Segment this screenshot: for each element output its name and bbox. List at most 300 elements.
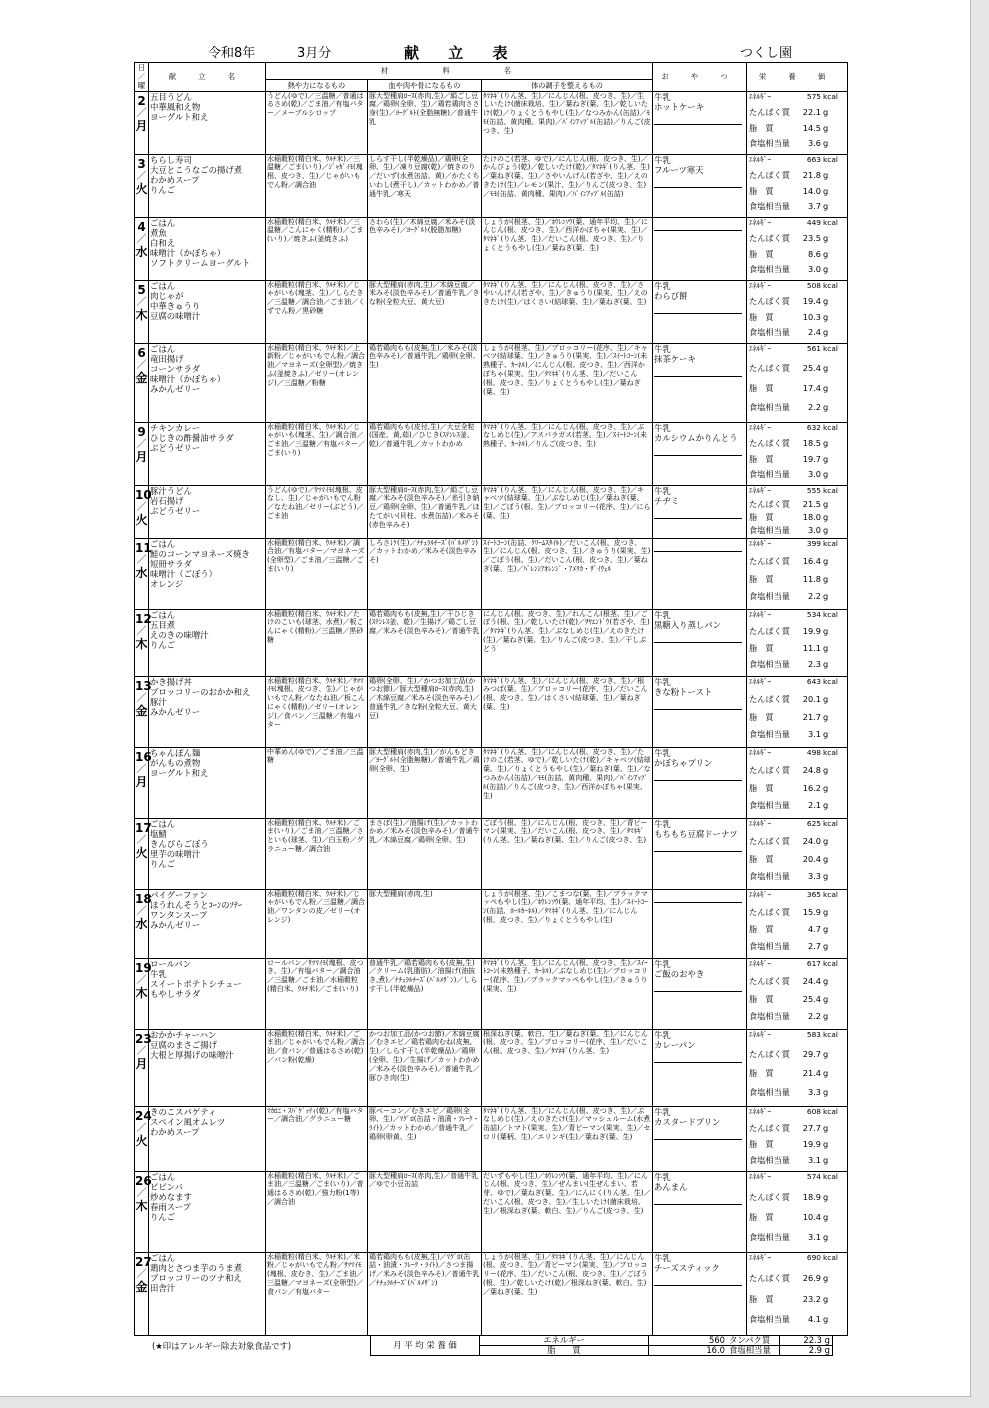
- fat-value: 23.2: [802, 1293, 822, 1304]
- menu-item: りんご: [150, 639, 176, 650]
- fat-value: 19.9: [802, 1138, 822, 1149]
- avg-protein-value: 22.3 g: [780, 1336, 833, 1346]
- menu-items: [149, 958, 266, 1029]
- date-slash: ／: [136, 438, 147, 450]
- energy-unit: kcal: [823, 1171, 838, 1181]
- snack-write-line: [654, 443, 742, 456]
- day-number: 5: [137, 282, 146, 297]
- salt-value: 3.3: [807, 871, 822, 882]
- menu-item: ごはん: [150, 1252, 176, 1263]
- fat-label: 脂 質: [749, 311, 774, 322]
- menu-item: スイートポテトシチュー: [150, 978, 242, 989]
- blood-ingredients: 鶏若鶏肉もも(皮無,生)／干ひじき(ｽﾃﾝﾚｽ釜、乾)／生揚げ／鶏ごし豆腐／米みそ(淡色辛みそ)／普通牛乳: [368, 609, 482, 676]
- menu-item: 田舎汁: [150, 1282, 176, 1293]
- protein-label: たんぱく質: [749, 626, 790, 637]
- menu-items: [149, 538, 266, 609]
- salt-unit: g: [823, 327, 829, 338]
- protein-unit: g: [823, 556, 829, 567]
- day-weekday: 水: [135, 244, 148, 259]
- heat-ingredients: ﾏｶﾛﾆ・ｽﾊﾟｹﾞｯﾃｨ(乾)／有塩バター／調合油／グラニュー糖: [266, 1106, 368, 1171]
- salt-label: 食塩相当量: [749, 871, 790, 882]
- blood-ingredients: 豚大型種肩(赤肉,生): [368, 889, 482, 958]
- menu-item: 豆腐の味噌汁: [150, 310, 201, 321]
- salt-value: 2.3: [807, 659, 822, 670]
- snack-drink: 牛乳: [654, 609, 671, 620]
- day-row: [135, 422, 848, 485]
- day-date: [135, 1252, 152, 1335]
- snack-item: もちもち豆腐ドーナツ: [654, 828, 738, 839]
- salt-label: 食塩相当量: [749, 201, 790, 212]
- menu-item: スペイン風オムレツ: [150, 1116, 226, 1127]
- protein-value: 21.5: [802, 498, 822, 509]
- protein-unit: g: [823, 765, 829, 776]
- avg-energy-label: エネルギー: [480, 1336, 649, 1346]
- snack-item: かぼちゃプリン: [654, 757, 713, 768]
- menu-items: [149, 676, 266, 747]
- menu-item: わかめスープ: [150, 1126, 200, 1137]
- snack-write-line: [654, 218, 742, 231]
- blood-ingredients: 豚大型種肩(赤肉,生)／木綿豆腐／米みそ(淡色辛みそ)／普通牛乳／きな粉(全粒大豆、黄大豆): [368, 280, 482, 343]
- menu-item: ごはん: [150, 343, 176, 354]
- protein-label: たんぱく質: [749, 976, 790, 987]
- day-number: 9: [137, 424, 146, 439]
- body-ingredients: ﾀﾏﾈｷﾞ(りん茎、生)／にんじん(根、皮つき、生)／生しいたけ(菌床栽培、生)／葉ねぎ(葉、生)／乾しいたけ(乾)／りょくとうもやし(生)／なつみかん(缶詰)／ﾓﾓ(缶詰、黄肉種、果肉)／ﾊﾟｲﾝｱｯﾌﾟﾙ(缶詰)／りんご(皮つき、生): [482, 91, 653, 154]
- menu-item: オレンジ: [150, 578, 184, 589]
- protein-label: たんぱく質: [749, 1122, 790, 1133]
- protein-unit: g: [823, 233, 829, 244]
- body-ingredients: たけのこ(若茎、ゆで)／にんじん(根、皮つき、生)／かんぴょう(乾)／乾しいたけ(乾)／ﾀﾏﾈｷﾞ(りん茎、生)／葉ねぎ(葉、生)／さやいんげん(若ざや、生)／えのきたけ(生)／レモン(果汁、生)／りんご(皮つき、生)／ﾓﾓ(缶詰、黄肉種、果肉)／ﾊﾟｲﾝｱｯﾌﾟﾙ(缶詰): [482, 154, 653, 217]
- body-ingredients: ﾀﾏﾈｷﾞ(りん茎、生)／にんじん(根、皮つき、生)／キャベツ(結球葉、生)／ぶなしめじ(生)／葉ねぎ(葉、生)／ごぼう(根、生)／ブロッコリー(花序、生)／にら(葉、生): [482, 485, 653, 538]
- energy-value: 583: [806, 1029, 822, 1039]
- salt-label: 食塩相当量: [749, 1086, 790, 1097]
- energy-value: 608: [806, 1106, 822, 1116]
- salt-unit: g: [823, 1231, 829, 1242]
- day-row: [135, 676, 848, 747]
- nutrition-cell: [747, 609, 848, 676]
- day-date: [135, 958, 152, 1029]
- protein-unit: g: [823, 296, 829, 307]
- protein-label: たんぱく質: [749, 498, 790, 509]
- fat-label: 脂 質: [749, 122, 774, 133]
- day-number: 23: [135, 1031, 152, 1046]
- fat-label: 脂 質: [749, 1293, 774, 1304]
- day-row: [135, 1106, 848, 1171]
- nutrition-cell: [747, 538, 848, 609]
- heat-ingredients: 中華めん(ゆで)／ごま油／三温糖: [266, 747, 368, 818]
- snack-cell: [653, 818, 747, 889]
- salt-value: 3.1: [807, 1154, 822, 1165]
- energy-value: 632: [806, 422, 822, 432]
- snack-cell: [653, 609, 747, 676]
- salt-label: 食塩相当量: [749, 1231, 790, 1242]
- protein-value: 16.4: [802, 556, 822, 567]
- date-slash: ／: [136, 1187, 147, 1199]
- energy-label: ｴﾈﾙｷﾞｰ: [749, 609, 772, 619]
- menu-item: 豆腐のまさご揚げ: [150, 1039, 217, 1050]
- date-slash: ／: [136, 905, 147, 917]
- snack-drink: 牛乳: [654, 154, 671, 165]
- salt-label: 食塩相当量: [749, 264, 790, 275]
- fat-unit: g: [823, 1067, 829, 1078]
- protein-value: 18.5: [802, 438, 822, 449]
- day-date: [135, 1171, 152, 1252]
- snack-cell: [653, 538, 747, 609]
- fat-unit: g: [823, 511, 829, 522]
- snack-drink: 牛乳: [654, 1252, 671, 1263]
- protein-label: たんぱく質: [749, 107, 790, 118]
- energy-label: ｴﾈﾙｷﾞｰ: [749, 1029, 772, 1039]
- salt-label: 食塩相当量: [749, 1314, 790, 1325]
- fat-unit: g: [823, 311, 829, 322]
- day-number: 17: [135, 820, 152, 835]
- nutrition-cell: [747, 1106, 848, 1171]
- heat-ingredients: うどん(ゆで)／三温糖／普通はるさめ(乾)／ごま油／有塩バター／メープルシロップ: [266, 91, 368, 154]
- energy-label: ｴﾈﾙｷﾞｰ: [749, 676, 772, 686]
- salt-value: 3.6: [807, 138, 822, 149]
- energy-unit: kcal: [823, 538, 838, 548]
- snack-cell: [653, 1029, 747, 1106]
- day-date: [135, 485, 152, 538]
- menu-item: 肉じゃが: [150, 290, 184, 301]
- energy-value: 399: [806, 538, 822, 548]
- snack-write-line: [654, 364, 742, 377]
- snack-write-line: [654, 839, 742, 852]
- day-weekday: 火: [135, 845, 148, 860]
- fat-label: 脂 質: [749, 248, 774, 259]
- salt-label: 食塩相当量: [749, 469, 790, 480]
- protein-value: 18.9: [802, 1191, 822, 1202]
- day-weekday: 木: [135, 636, 148, 651]
- snack-item: あんまん: [654, 1181, 688, 1192]
- energy-unit: kcal: [823, 1029, 838, 1039]
- salt-unit: g: [823, 871, 829, 882]
- body-ingredients: しょうが(根茎、生)／ブロッコリー(花序、生)／キャベツ(結球葉、生)／きゅうり(果実、生)／ｽｲｰﾄｺｰﾝ(未熟種子、ｶｰﾈﾙ)／にんじん(根、皮つき、生)／西洋かぼちゃ(果実、生)／ﾀﾏﾈｷﾞ(りん茎、生)／だいこん(根、皮つき、生)／りょくとうもやし(生)／葉ねぎ(葉、生): [482, 343, 653, 422]
- menu-item: パイグーファン: [150, 889, 208, 900]
- body-ingredients: ﾀﾏﾈｷﾞ(りん茎、生)／にんじん(根、皮つき、生)／ぶなしめじ(生)／えのきたけ(生)／マッシュルーム(水煮缶詰)／トマト(果実、生)／青ピーマン(果実、生)／セロリ(葉柄、生)／エリンギ(生)／葉ねぎ(葉、生): [482, 1106, 653, 1171]
- fat-unit: g: [823, 642, 829, 653]
- day-number: 4: [137, 219, 146, 234]
- menu-item: えのきの味噌汁: [150, 629, 209, 640]
- salt-unit: g: [823, 800, 829, 811]
- menu-item: コーンサラダ: [150, 363, 200, 374]
- menu-item: ソフトクリームヨーグルト: [150, 257, 251, 268]
- salt-value: 2.1: [807, 800, 822, 811]
- date-slash: ／: [136, 501, 147, 513]
- menu-item: 味噌汁（ごぼう）: [150, 568, 217, 579]
- day-weekday: 火: [135, 1133, 148, 1148]
- snack-write-line: [654, 112, 742, 125]
- menu-item: かき揚げ丼: [150, 676, 192, 687]
- fat-unit: g: [823, 923, 829, 934]
- menu-items: [149, 343, 266, 422]
- salt-label: 食塩相当量: [749, 402, 790, 413]
- snack-cell: [653, 485, 747, 538]
- fat-label: 脂 質: [749, 1211, 774, 1222]
- nutrition-cell: [747, 422, 848, 485]
- day-row: [135, 889, 848, 958]
- day-weekday: 火: [135, 181, 148, 196]
- snack-drink: 牛乳: [654, 958, 671, 969]
- day-row: [135, 958, 848, 1029]
- salt-unit: g: [823, 729, 829, 740]
- day-date: [135, 1029, 152, 1106]
- fat-value: 14.5: [802, 122, 822, 133]
- body-ingredients: ｽｲｰﾄｺｰﾝ(缶詰、ｸﾘｰﾑｽﾀｲﾙ)／だいこん(根、皮つき、生)／にんじん(根、皮つき、生)／きゅうり(果実、生)／ごぼう(根、生)／だいこん(根、皮つき、生)／葉ねぎ(葉、生)／ﾊﾞﾚﾝｼｱｵﾚﾝｼﾞ・ｱﾒﾘｶ・ｻﾞｲｳｪﾙ: [482, 538, 653, 609]
- snack-write-line: [654, 539, 742, 552]
- snack-item: カスタードプリン: [654, 1116, 721, 1127]
- salt-value: 2.2: [807, 591, 822, 602]
- snack-write-line: [654, 1273, 742, 1286]
- fat-label: 脂 質: [749, 382, 774, 393]
- nutrition-cell: [747, 1252, 848, 1335]
- menu-item: ちらし寿司: [150, 154, 192, 165]
- blood-ingredients: 豚大型種肩ﾛｰｽ(赤肉,生)／絹ごし豆腐／鶏卵(全卵、生)／鶏若鶏肉ささ身(生)／ﾖｰｸﾞﾙﾄ(全脂無糖)／普通牛乳: [368, 91, 482, 154]
- date-slash: ／: [136, 834, 147, 846]
- menu-items: [149, 1029, 266, 1106]
- avg-salt-label: 食塩相当量: [727, 1346, 780, 1356]
- fat-label: 脂 質: [749, 1138, 774, 1149]
- protein-label: たんぱく質: [749, 438, 790, 449]
- day-weekday: 月: [135, 118, 148, 133]
- day-date: [135, 343, 149, 422]
- protein-label: たんぱく質: [749, 556, 790, 567]
- fat-value: 21.7: [802, 711, 822, 722]
- protein-value: 26.9: [802, 1273, 822, 1284]
- snack-item: フルーツ寒天: [654, 164, 704, 175]
- protein-unit: g: [823, 438, 829, 449]
- body-ingredients: にんじん(根、皮つき、生)／れんこん(根茎、生)／ごぼう(根、生)／乾しいたけ(乾)／ｻﾔｴﾝﾄﾞｳ(若ざや、生)／ﾀﾏﾈｷﾞ(りん茎、生)／ぶなしめじ(生)／えのきたけ(生)／葉ねぎ(葉、生)／りんご(皮つき、生)／干しぶどう: [482, 609, 653, 676]
- salt-value: 2.4: [807, 327, 822, 338]
- protein-unit: g: [823, 1273, 829, 1284]
- salt-value: 3.0: [807, 469, 822, 480]
- menu-item: 中華きゅうり: [150, 300, 201, 311]
- energy-label: ｴﾈﾙｷﾞｰ: [749, 154, 772, 164]
- snack-item: わらび餅: [654, 290, 688, 301]
- body-ingredients: しょうが(根茎、生)／こまつな(葉、生)／ブラックマッペもやし(生)／ﾎｳﾚﾝｿｳ(葉、通年平均、生)／ｽｲｰﾄｺｰﾝ(缶詰、ﾎｰﾙｶｰﾈﾙ)／ﾀﾏﾈｷﾞ(りん茎、生)／にんじん(根、皮つき、生)／りょくとうもやし(生): [482, 889, 653, 958]
- salt-unit: g: [823, 940, 829, 951]
- energy-label: ｴﾈﾙｷﾞｰ: [749, 889, 772, 899]
- day-date: [135, 154, 149, 217]
- nutrition-cell: [747, 889, 848, 958]
- date-slash: ／: [136, 1045, 147, 1057]
- day-weekday: 火: [135, 512, 148, 527]
- protein-label: たんぱく質: [749, 906, 790, 917]
- average-label: 月 平 均 栄 養 価: [371, 1336, 480, 1356]
- nutrition-cell: [747, 676, 848, 747]
- heat-ingredients: うどん(ゆで)／ｻﾂﾏｲﾓ(塊根、皮なし、生)／じゃがいもでん粉／なたね油／ゼリー(ぶどう)／ごま油: [266, 485, 368, 538]
- protein-label: たんぱく質: [749, 170, 790, 181]
- fat-unit: g: [823, 453, 829, 464]
- snack-cell: [653, 217, 747, 280]
- salt-label: 食塩相当量: [749, 729, 790, 740]
- energy-unit: kcal: [823, 889, 838, 899]
- salt-label: 食塩相当量: [749, 940, 790, 951]
- menu-item: ごはん: [150, 217, 176, 228]
- salt-unit: g: [823, 659, 829, 670]
- snack-cell: [653, 1171, 747, 1252]
- fat-value: 21.4: [802, 1067, 822, 1078]
- energy-unit: kcal: [823, 154, 838, 164]
- menu-item: 五目うどん: [150, 91, 192, 102]
- protein-value: 20.1: [802, 694, 822, 705]
- snack-item: カルシウムかりんとう: [654, 432, 738, 443]
- menu-items: [149, 747, 266, 818]
- menu-items: [149, 1171, 266, 1252]
- menu-item: ブロッコリーのおかか和え: [150, 686, 251, 697]
- menu-item: ワンタンスープ: [150, 909, 208, 920]
- menu-item: ひじきの酢醤油サラダ: [150, 432, 234, 443]
- day-row: [135, 538, 848, 609]
- day-date: [135, 818, 152, 889]
- body-ingredients: ﾀﾏﾈｷﾞ(りん茎、生)／にんじん(根、皮つき、生)／ぶなしめじ(生)／アスパラガス(若茎、生)／ｽｲｰﾄｺｰﾝ(未熟種子、ｶｰﾈﾙ)／りんご(皮つき、生): [482, 422, 653, 485]
- day-date: [135, 422, 149, 485]
- blood-ingredients: さわら(生)／木綿豆腐／米みそ(淡色辛みそ)／ﾖｰｸﾞﾙﾄ(脱脂加糖): [368, 217, 482, 280]
- snack-item: 抹茶ケーキ: [654, 353, 696, 364]
- sheet-header: [134, 42, 846, 62]
- fat-label: 脂 質: [749, 573, 774, 584]
- snack-write-line: [654, 506, 742, 519]
- snack-write-line: [654, 1050, 742, 1063]
- day-date: [135, 676, 152, 747]
- salt-unit: g: [823, 402, 829, 413]
- day-row: [135, 747, 848, 818]
- energy-unit: kcal: [823, 609, 838, 619]
- fat-value: 16.2: [802, 782, 822, 793]
- col-header-nutrition: 栄 養 価: [747, 63, 848, 92]
- protein-label: たんぱく質: [749, 1048, 790, 1059]
- menu-item: 豚汁うどん: [150, 485, 192, 496]
- snack-drink: 牛乳: [654, 343, 671, 354]
- body-ingredients: ﾀﾏﾈｷﾞ(りん茎、生)／にんじん(根、皮つき、生)／ｽｲｰﾄｺｰﾝ(未熟種子、ｶｰﾈﾙ)／ぶなしめじ(生)／ブロッコリー(花序、生)／ブラックマッペもやし(生)／きゅうり(果実、生): [482, 958, 653, 1029]
- day-number: 24: [135, 1108, 152, 1123]
- protein-label: たんぱく質: [749, 765, 790, 776]
- date-slash: ／: [136, 974, 147, 986]
- date-slash: ／: [136, 170, 147, 182]
- menu-item: ごはん: [150, 538, 176, 549]
- fat-unit: g: [823, 573, 829, 584]
- blood-ingredients: 豚ベーコン／むきエビ／鶏卵(全卵、生)／ﾏｸﾞﾛ(缶詰・油漬・ﾌﾚｰｸ・ﾗｲﾄ)／カットわかめ／普通牛乳／鶏卵(卵黄、生): [368, 1106, 482, 1171]
- energy-value: 617: [806, 958, 822, 968]
- menu-item: ロールパン: [150, 958, 192, 969]
- body-ingredients: しょうが(根茎、生)／ﾎｳﾚﾝｿｳ(葉、通年平均、生)／にんじん(根、皮つき、生)／西洋かぼちゃ(果実、生)／ﾀﾏﾈｷﾞ(りん茎、生)／だいこん(根、皮つき、生)／りょくとうもやし(生)／葉ねぎ(葉、生): [482, 217, 653, 280]
- day-number: 18: [135, 891, 152, 906]
- nutrition-cell: [747, 91, 848, 154]
- body-ingredients: しょうが(根茎、生)／ﾀﾏﾈｷﾞ(りん茎、生)／にんじん(根、皮つき、生)／青ピーマン(果実、生)／ブロッコリー(花序、生)／だいこん(根、皮つき、生)／ごぼう(根、生)／乾しいたけ(乾)／根深ねぎ(葉、軟白、生)／葉ねぎ(葉、生): [482, 1252, 653, 1335]
- heat-ingredients: 水稲穀粒(精白米、ｳﾙﾁ米)／ごま油／三温糖／ごま(いり)／普通はるさめ(乾)／強力粉(1等)／調合油: [266, 1171, 368, 1252]
- avg-salt-value: 2.9 g: [780, 1346, 833, 1356]
- fat-value: 10.3: [802, 311, 822, 322]
- energy-value: 498: [806, 747, 822, 757]
- day-number: 19: [135, 960, 152, 975]
- energy-value: 575: [806, 91, 822, 101]
- fat-unit: g: [823, 1293, 829, 1304]
- date-slash: ／: [136, 692, 147, 704]
- fat-value: 14.0: [802, 185, 822, 196]
- menu-item: おかかチャーハン: [150, 1029, 217, 1040]
- energy-unit: kcal: [823, 1106, 838, 1116]
- menu-item: 味噌汁（かぼちゃ）: [150, 373, 226, 384]
- avg-fat-label: 脂 質: [480, 1346, 649, 1356]
- protein-value: 19.4: [802, 296, 822, 307]
- energy-label: ｴﾈﾙｷﾞｰ: [749, 818, 772, 828]
- energy-value: 663: [806, 154, 822, 164]
- day-date: [135, 217, 149, 280]
- menu-items: [149, 154, 266, 217]
- menu-item: 豚汁: [150, 696, 167, 707]
- protein-unit: g: [823, 1122, 829, 1133]
- energy-label: ｴﾈﾙｷﾞｰ: [749, 1252, 772, 1262]
- salt-unit: g: [823, 469, 829, 480]
- fat-label: 脂 質: [749, 1067, 774, 1078]
- salt-value: 2.2: [807, 402, 822, 413]
- menu-items: [149, 1106, 266, 1171]
- snack-write-line: [654, 768, 742, 781]
- blood-ingredients: まさば(生)／油揚げ(生)／カットわかめ／米みそ(淡色辛みそ)／普通牛乳／木綿豆腐／鶏卵(全卵、生): [368, 818, 482, 889]
- menu-item: 塩鯖: [150, 828, 167, 839]
- snack-write-line: [654, 301, 742, 314]
- energy-value: 625: [806, 818, 822, 828]
- col-header-materials: 材 料 名: [266, 63, 653, 80]
- energy-unit: kcal: [823, 958, 838, 968]
- day-row: [135, 485, 848, 538]
- day-weekday: 水: [135, 565, 148, 580]
- salt-label: 食塩相当量: [749, 1154, 790, 1165]
- menu-item: ヨーグルト和え: [150, 767, 209, 778]
- month-label: 3月分: [297, 46, 332, 61]
- fat-label: 脂 質: [749, 923, 774, 934]
- nutrition-cell: [747, 1171, 848, 1252]
- salt-label: 食塩相当量: [749, 327, 790, 338]
- salt-value: 4.1: [807, 1314, 822, 1325]
- energy-label: ｴﾈﾙｷﾞｰ: [749, 217, 772, 227]
- blood-ingredients: 鶏卵(全卵、生)／かつお加工品(かつお節)／豚大型種肩ﾛｰｽ(赤肉,生)／木綿豆腐／米みそ(淡色辛みそ)／普通牛乳／きな粉(全粒大豆、黄大豆): [368, 676, 482, 747]
- fat-unit: g: [823, 853, 829, 864]
- day-row: [135, 1029, 848, 1106]
- day-number: 13: [135, 678, 152, 693]
- fat-value: 8.6: [807, 248, 822, 259]
- day-row: [135, 1252, 848, 1335]
- salt-value: 3.3: [807, 1086, 822, 1097]
- snack-drink: 牛乳: [654, 747, 671, 758]
- body-ingredients: ﾀﾏﾈｷﾞ(りん茎、生)／にんじん(根、皮つき、生)／さやいんげん(若ざや、生)／きゅうり(果実、生)／えのきたけ(生)／はくさい(結球葉、生)／葉ねぎ(葉、生): [482, 280, 653, 343]
- fat-unit: g: [823, 782, 829, 793]
- menu-item: 短冊サラダ: [150, 558, 192, 569]
- protein-value: 21.8: [802, 170, 822, 181]
- nutrition-cell: [747, 280, 848, 343]
- protein-label: たんぱく質: [749, 233, 790, 244]
- energy-unit: kcal: [823, 818, 838, 828]
- nutrition-cell: [747, 818, 848, 889]
- menu-item: 竜田揚げ: [150, 353, 184, 364]
- fat-label: 脂 質: [749, 642, 774, 653]
- menu-items: [149, 280, 266, 343]
- menu-items: [149, 609, 266, 676]
- day-weekday: 月: [135, 449, 148, 464]
- blood-ingredients: しらす干し(半乾燥品)／鶏卵(全卵、生)／凍り豆腐(乾)／焼きのり／だいず(水煮缶詰、黄)／かたくちいわし(煮干し)／カットわかめ／普通牛乳／寒天: [368, 154, 482, 217]
- energy-label: ｴﾈﾙｷﾞｰ: [749, 422, 772, 432]
- snack-item: チーズスティック: [654, 1262, 720, 1273]
- menu-items: [149, 217, 266, 280]
- date-slash: ／: [136, 1268, 147, 1280]
- snack-write-line: [654, 697, 742, 710]
- nutrition-cell: [747, 154, 848, 217]
- fat-unit: g: [823, 993, 829, 1004]
- protein-label: たんぱく質: [749, 363, 790, 374]
- snack-item: ご飯のおやき: [654, 968, 705, 979]
- protein-value: 29.7: [802, 1048, 822, 1059]
- energy-value: 690: [806, 1252, 822, 1262]
- salt-unit: g: [823, 1011, 829, 1022]
